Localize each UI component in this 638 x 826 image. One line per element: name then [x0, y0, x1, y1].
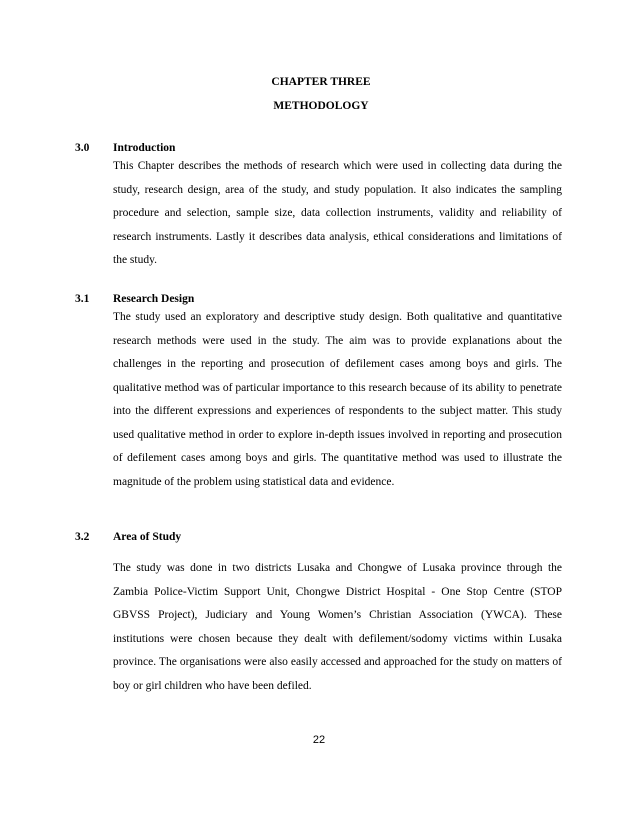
section-number: 3.2 — [75, 531, 90, 543]
section-title: Area of Study — [113, 531, 182, 543]
section-body: The study was done in two districts Lusaka and Chongwe of Lusaka province through the Zambia Police-Victim Support Unit, Chongwe District Hospital - One Stop Centre (STOP GBVSS Project), Judiciary and Young Women’s Christian Association (YWCA). These institutions were chosen because they dealt with defilement/sodomy victims within Lusaka province. The organisations were also easily accessed and approached for the study on matters of boy or girl children who have been defiled. — [113, 562, 562, 692]
section-body: This Chapter describes the methods of research which were used in collecting data during the study, research design, area of the study, and study population. It also indicates the sampling procedure and selection, sample size, data collection instruments, validity and reliability of research instruments. Lastly it describes data analysis, ethical considerations and limitations of the study. — [113, 160, 562, 266]
chapter-title: METHODOLOGY — [273, 100, 369, 112]
chapter-heading — [0, 75, 638, 113]
section-number: 3.0 — [75, 142, 90, 154]
page-number: 22 — [312, 734, 326, 746]
chapter-label: CHAPTER THREE — [271, 76, 371, 88]
section-body: The study used an exploratory and descriptive study design. Both qualitative and quantitative research methods were used in the study. The aim was to provide explanations about the challenges in the reporting and prosecution of defilement cases among boys and girls. The qualitative method was of particular importance to this research because of its ability to penetrate into the different expressions and experiences of respondents to the subject matter. This study used qualitative method in order to explore in-depth issues involved in reporting and prosecution of defilement cases among boys and girls. The quantitative method was used to illustrate the magnitude of the problem using statistical data and evidence. — [113, 311, 562, 488]
section-title: Research Design — [113, 293, 195, 305]
section-title: Introduction — [113, 142, 176, 154]
section-number: 3.1 — [75, 293, 90, 305]
